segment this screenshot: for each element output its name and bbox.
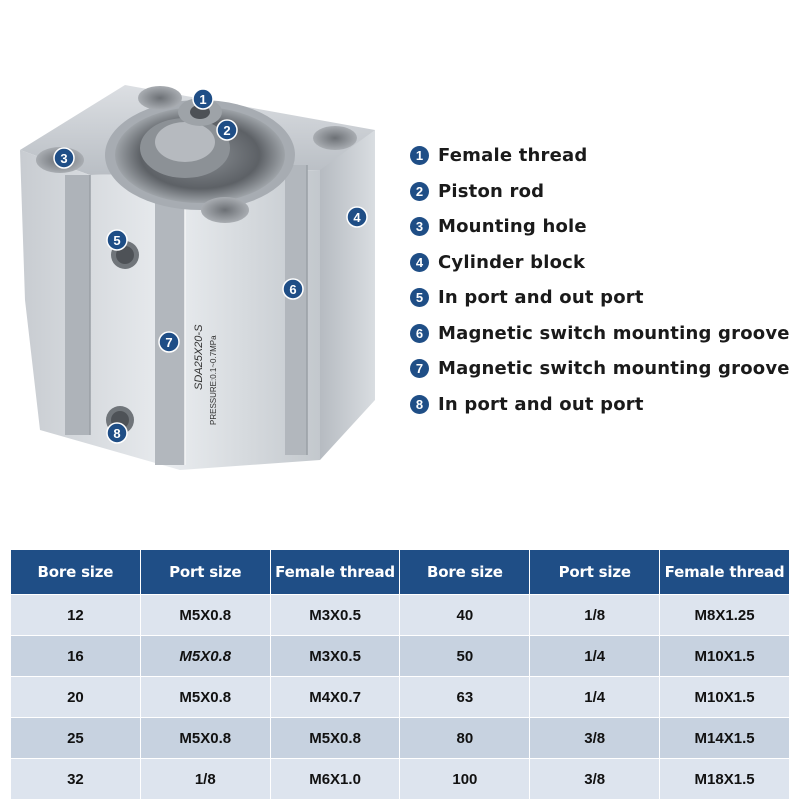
column-header: Female thread <box>660 550 790 595</box>
table-header-row <box>11 550 790 595</box>
table-cell: M5X0.8 <box>270 718 400 759</box>
spec-table <box>10 549 790 800</box>
legend-label: Cylinder block <box>438 251 586 273</box>
legend-number-badge: 3 <box>410 217 429 236</box>
table-cell: 1/8 <box>530 595 660 636</box>
legend-number-badge: 1 <box>410 146 429 165</box>
legend-item <box>410 209 798 245</box>
marker-6-label: 6 <box>289 282 297 297</box>
table-row <box>11 595 790 636</box>
marker-3-label: 3 <box>60 151 68 166</box>
table-cell: M18X1.5 <box>660 759 790 800</box>
table-cell: M5X0.8 <box>140 595 270 636</box>
legend-label: Magnetic switch mounting groove <box>438 322 790 344</box>
column-header: Port size <box>140 550 270 595</box>
table-cell: 40 <box>400 595 530 636</box>
table-cell: 3/8 <box>530 759 660 800</box>
legend-label: Mounting hole <box>438 216 587 238</box>
side-face <box>320 130 375 460</box>
parts-legend <box>410 138 798 422</box>
column-header: Bore size <box>400 550 530 595</box>
table-row <box>11 636 790 677</box>
table-cell: 63 <box>400 677 530 718</box>
legend-number-badge: 2 <box>410 182 429 201</box>
table-row <box>11 677 790 718</box>
table-cell: 80 <box>400 718 530 759</box>
table-cell: 16 <box>11 636 141 677</box>
table-cell: 25 <box>11 718 141 759</box>
table-row <box>11 759 790 800</box>
mounting-hole-top-right <box>313 126 357 150</box>
groove-left <box>65 175 90 435</box>
table-cell: 1/4 <box>530 636 660 677</box>
legend-item <box>410 387 798 423</box>
table-cell: 1/8 <box>140 759 270 800</box>
marker-4-label: 4 <box>353 210 361 225</box>
legend-label: Magnetic switch mounting groove <box>438 358 790 380</box>
legend-number-badge: 6 <box>410 324 429 343</box>
table-cell: 12 <box>11 595 141 636</box>
marker-2-label: 2 <box>223 123 231 138</box>
table-cell: M5X0.8 <box>140 718 270 759</box>
table-cell: 3/8 <box>530 718 660 759</box>
table-cell: M10X1.5 <box>660 636 790 677</box>
table-cell: M6X1.0 <box>270 759 400 800</box>
table-cell: M8X1.25 <box>660 595 790 636</box>
legend-number-badge: 8 <box>410 395 429 414</box>
table-row <box>11 718 790 759</box>
table-cell: M5X0.8 <box>140 636 270 677</box>
legend-item <box>410 316 798 352</box>
table-cell: 100 <box>400 759 530 800</box>
cylinder-drawing <box>0 0 400 500</box>
table-cell: 50 <box>400 636 530 677</box>
table-cell: 32 <box>11 759 141 800</box>
mounting-hole-front <box>201 197 249 223</box>
legend-label: In port and out port <box>438 393 644 415</box>
legend-item <box>410 351 798 387</box>
legend-item <box>410 280 798 316</box>
groove-middle <box>155 175 185 465</box>
marker-1-label: 1 <box>199 92 207 107</box>
column-header: Bore size <box>11 550 141 595</box>
mounting-hole-top-left <box>138 86 182 110</box>
groove-right <box>285 165 307 455</box>
pressure-label-text: PRESSURE:0.1~0.7MPa <box>209 335 218 425</box>
marker-7-label: 7 <box>165 335 173 350</box>
legend-number-badge: 5 <box>410 288 429 307</box>
table-cell: M4X0.7 <box>270 677 400 718</box>
table-cell: M3X0.5 <box>270 636 400 677</box>
table-cell: M14X1.5 <box>660 718 790 759</box>
table-cell: M5X0.8 <box>140 677 270 718</box>
table-cell: 1/4 <box>530 677 660 718</box>
legend-item <box>410 245 798 281</box>
table-cell: 20 <box>11 677 141 718</box>
legend-item <box>410 138 798 174</box>
column-header: Female thread <box>270 550 400 595</box>
marker-8-label: 8 <box>113 426 121 441</box>
table-cell: M10X1.5 <box>660 677 790 718</box>
legend-number-badge: 7 <box>410 359 429 378</box>
legend-number-badge: 4 <box>410 253 429 272</box>
marker-5-label: 5 <box>113 233 121 248</box>
model-label-text: SDA25X20-S <box>193 324 205 390</box>
legend-label: Piston rod <box>438 180 545 202</box>
table-cell: M3X0.5 <box>270 595 400 636</box>
legend-label: In port and out port <box>438 287 644 309</box>
legend-label: Female thread <box>438 145 588 167</box>
column-header: Port size <box>530 550 660 595</box>
legend-item <box>410 174 798 210</box>
cylinder-illustration <box>0 0 400 500</box>
